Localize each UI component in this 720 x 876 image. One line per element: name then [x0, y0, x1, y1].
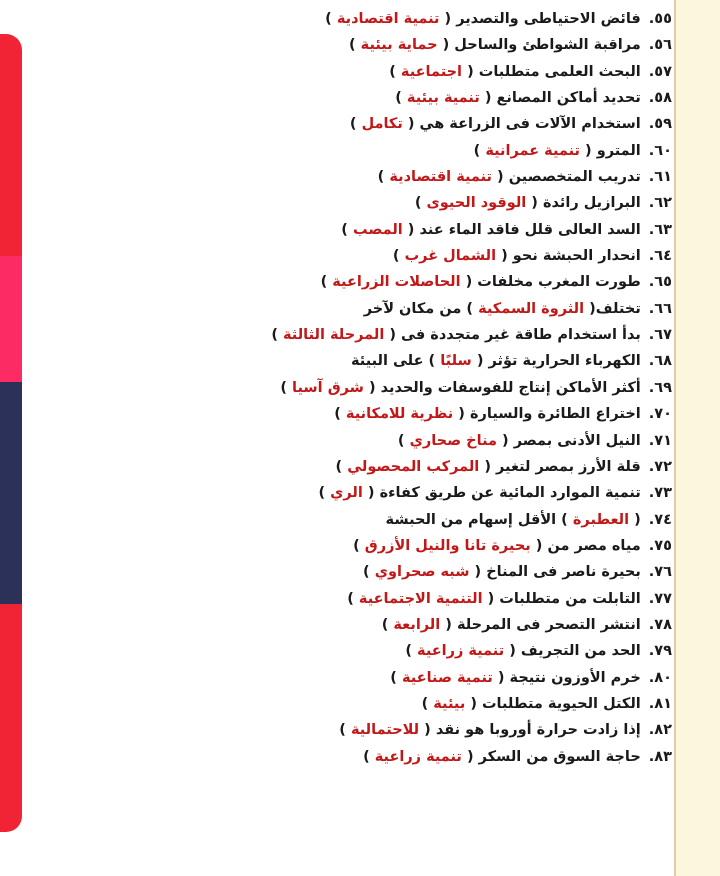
- list-item: [52, 744, 672, 770]
- item-number: ٦١.: [648, 169, 672, 186]
- list-item: [52, 507, 672, 533]
- item-number: ٥٥.: [648, 11, 672, 27]
- item-answer: المركب المحصولي: [347, 458, 480, 475]
- item-question: قلة الأرز بمصر لتغير (: [479, 458, 641, 475]
- item-answer: تنمية زراعية: [374, 748, 462, 765]
- list-item: [52, 665, 672, 691]
- item-question-end: ): [395, 90, 407, 107]
- item-answer: الوقود الحيوى: [426, 195, 527, 212]
- item-number: ٦٧.: [648, 327, 672, 344]
- item-answer: اجتماعية: [400, 63, 463, 80]
- item-question: إذا زادت حرارة أوروبا هو نقد (: [419, 722, 641, 739]
- item-answer: التنمية الاجتماعية: [358, 590, 483, 607]
- item-number: ٨٣.: [648, 748, 672, 765]
- item-question: فائض الاحتياطى والتصدير (: [439, 11, 641, 27]
- item-number: ٨٢.: [648, 722, 672, 739]
- list-item: [52, 164, 672, 190]
- item-question: التابلت من متطلبات (: [482, 590, 641, 607]
- item-question: (: [629, 511, 641, 528]
- list-item: [52, 190, 672, 216]
- list-item: [52, 454, 672, 480]
- item-question-end: ): [392, 248, 405, 265]
- item-number: ٧٣.: [648, 485, 672, 502]
- item-number: ٧٦.: [648, 564, 672, 581]
- item-answer: الحاصلات الزراعية: [332, 274, 461, 291]
- list-item: [52, 586, 672, 612]
- notebook-margin: [674, 0, 720, 876]
- list-item: [52, 322, 672, 348]
- item-number: ٧١.: [648, 432, 672, 449]
- item-question-end: ): [421, 695, 434, 712]
- list-item: [52, 612, 672, 638]
- list-item: [52, 428, 672, 454]
- item-number: ٨١.: [648, 695, 672, 712]
- color-tab-strip: [0, 34, 22, 832]
- list-item: [52, 6, 672, 32]
- item-number: ٥٦.: [648, 37, 672, 54]
- item-number: ٧٢.: [648, 458, 672, 475]
- item-question-end: ): [381, 616, 394, 633]
- item-number: ٦٨.: [648, 353, 672, 370]
- item-answer: الرابعة: [393, 616, 441, 633]
- item-number: ٧٤.: [648, 511, 672, 528]
- item-number: ٦٠.: [648, 142, 672, 159]
- item-answer: تنمية زراعية: [417, 643, 505, 660]
- list-item: [52, 269, 672, 295]
- item-number: ٧٧.: [648, 590, 672, 607]
- item-question-end: ): [390, 669, 402, 686]
- item-question: مراقبة الشواطئ والساحل (: [437, 37, 641, 54]
- item-answer: العطبرة: [572, 511, 630, 528]
- item-question-end: ): [397, 432, 410, 449]
- item-question-end: ): [325, 11, 337, 27]
- item-question-end: ): [347, 590, 359, 607]
- item-number: ٧٨.: [648, 616, 672, 633]
- item-question: تحديد أماكن المصانع (: [479, 90, 641, 107]
- list-item: [52, 217, 672, 243]
- item-question-end: ): [363, 564, 375, 581]
- item-answer: نظرية للامكانية: [345, 406, 454, 423]
- item-question: مياه مصر من (: [530, 537, 641, 554]
- item-question: بدأ استخدام طاقة غير متجددة فى (: [384, 327, 641, 344]
- item-number: ٦٦.: [648, 300, 672, 317]
- item-question: الكهرباء الحرارية تؤثر (: [471, 353, 641, 370]
- item-question: الكتل الحيوية متطلبات (: [465, 695, 641, 712]
- item-answer: تنمية بيئية: [406, 90, 480, 107]
- item-answer: تكامل: [361, 116, 403, 133]
- item-question: استخدام الآلات فى الزراعة هي (: [402, 116, 641, 133]
- item-answer: سلبًا: [440, 353, 472, 370]
- item-answer: تنمية صناعية: [401, 669, 493, 686]
- item-number: ٦٢.: [648, 195, 672, 212]
- item-question-end: ): [334, 406, 346, 423]
- list-item: [52, 691, 672, 717]
- list-item: [52, 111, 672, 137]
- item-question-end: ): [349, 116, 362, 133]
- list-item: [52, 348, 672, 374]
- item-question: بحيرة ناصر فى المناخ (: [469, 564, 641, 581]
- item-number: ٧٩.: [648, 643, 672, 660]
- item-question: خرم الأوزون نتيجة (: [492, 669, 641, 686]
- item-question: البحث العلمى متطلبات (: [462, 63, 641, 80]
- list-item: [52, 480, 672, 506]
- tab-segment-red: [0, 34, 22, 256]
- item-question: الحد من التجريف (: [504, 643, 641, 660]
- item-answer: شرق آسيا: [292, 379, 364, 396]
- list-item: [52, 243, 672, 269]
- tab-segment-navy: [0, 382, 22, 604]
- item-number: ٦٩.: [648, 379, 672, 396]
- item-number: ٧٥.: [648, 537, 672, 554]
- item-answer: الري: [330, 485, 363, 502]
- item-number: ٥٩.: [648, 116, 672, 133]
- item-question: تدريب المتخصصين (: [492, 169, 641, 186]
- item-question-end: ) من مكان لآخر: [363, 300, 479, 317]
- item-number: ٧٠.: [648, 406, 672, 423]
- item-answer: المرحلة الثالثة: [283, 327, 385, 344]
- item-question: تختلف(: [584, 300, 641, 317]
- item-question-end: ) الأقل إسهام من الحبشة: [385, 511, 573, 528]
- item-question-end: ): [348, 37, 361, 54]
- item-question-end: ): [318, 485, 331, 502]
- item-question-end: ): [339, 722, 351, 739]
- item-question: السد العالى قلل فاقد الماء عند (: [402, 221, 641, 238]
- list-item: [52, 85, 672, 111]
- item-question: النيل الأدنى بمصر (: [496, 432, 641, 449]
- item-question: اختراع الطائرة والسيارة (: [453, 406, 641, 423]
- item-number: ٥٧.: [648, 63, 672, 80]
- item-number: ٦٣.: [648, 221, 672, 238]
- item-answer: المصب: [352, 221, 403, 238]
- list-item: [52, 638, 672, 664]
- item-question: حاجة السوق من السكر (: [461, 748, 641, 765]
- item-question-end: ): [414, 195, 427, 212]
- list-item: [52, 717, 672, 743]
- item-answer: بحيرة تانا والنيل الأزرق: [364, 537, 531, 554]
- item-question-end: ): [377, 169, 390, 186]
- item-answer: تنمية اقتصادية: [336, 11, 440, 27]
- tab-segment-pink: [0, 256, 22, 382]
- item-question: انحدار الحبشة نحو (: [496, 248, 641, 265]
- item-answer: مناخ صحاري: [409, 432, 497, 449]
- item-question-end: ): [320, 274, 333, 291]
- item-number: ٦٤.: [648, 248, 672, 265]
- item-answer: حماية بيئية: [360, 37, 438, 54]
- item-question-end: ): [405, 643, 418, 660]
- question-answer-list: [52, 6, 672, 770]
- item-question-end: ) على البيئة: [350, 353, 441, 370]
- item-question-end: ): [280, 379, 293, 396]
- list-item: [52, 138, 672, 164]
- item-question-end: ): [473, 142, 486, 159]
- item-answer: الثروة السمكية: [478, 300, 585, 317]
- item-question-end: ): [335, 458, 348, 475]
- item-number: ٨٠.: [648, 669, 672, 686]
- item-question-end: ): [271, 327, 284, 344]
- item-answer: شبه صحراوي: [374, 564, 470, 581]
- item-question: طورت المغرب مخلفات (: [460, 274, 641, 291]
- item-number: ٦٥.: [648, 274, 672, 291]
- item-answer: للاحتمالية: [350, 722, 420, 739]
- list-item: [52, 533, 672, 559]
- item-answer: تنمية عمرانية: [485, 142, 580, 159]
- item-question: أكثر الأماكن إنتاج للفوسفات والحديد (: [363, 379, 641, 396]
- item-answer: الشمال غرب: [404, 248, 497, 265]
- item-question-end: ): [341, 221, 353, 238]
- list-item: [52, 559, 672, 585]
- item-answer: بيئية: [433, 695, 466, 712]
- list-item: [52, 296, 672, 322]
- tab-segment-red-bottom: [0, 604, 22, 832]
- item-question-end: ): [353, 537, 365, 554]
- list-item: [52, 32, 672, 58]
- item-question: البرازيل رائدة (: [526, 195, 641, 212]
- item-number: ٥٨.: [648, 90, 672, 107]
- item-question-end: ): [363, 748, 375, 765]
- list-item: [52, 375, 672, 401]
- item-answer: تنمية اقتصادية: [389, 169, 492, 186]
- item-question-end: ): [389, 63, 401, 80]
- item-question: تنمية الموارد المائية عن طريق كفاءة (: [362, 485, 641, 502]
- list-item: [52, 401, 672, 427]
- list-item: [52, 59, 672, 85]
- item-question: انتشر التصحر فى المرحلة (: [440, 616, 641, 633]
- item-question: المترو (: [579, 142, 641, 159]
